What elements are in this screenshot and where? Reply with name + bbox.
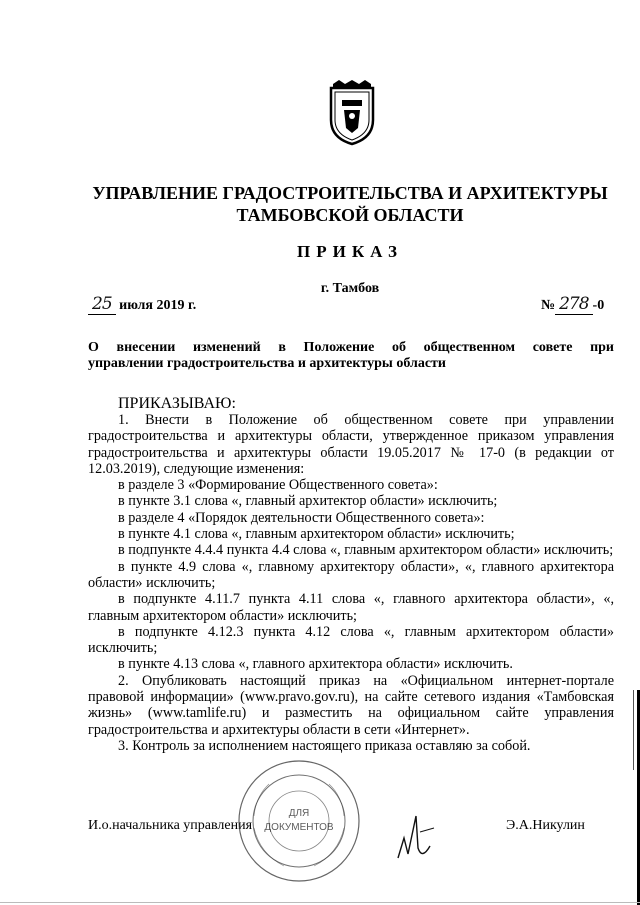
paragraph-7: в пункте 4.9 слова «, главному архитектору области», «, главного архитектора области» исключить;	[88, 558, 614, 591]
paragraph-8: в подпункте 4.11.7 пункта 4.11 слова «, главного архитектора области», «, главным архитектором области» исключить;	[88, 591, 614, 624]
paragraph-12: 3. Контроль за исполнением настоящего приказа оставляю за собой.	[118, 737, 531, 754]
scan-bottom-edge	[0, 902, 640, 903]
scan-edge-mark-secondary	[633, 690, 634, 770]
order-month-year: июля 2019 г.	[119, 298, 197, 313]
order-keyword: ПРИКАЗЫВАЮ:	[118, 395, 236, 412]
stamp-text-line1: ДЛЯ	[288, 808, 310, 819]
document-type-title: ПРИКАЗ	[297, 242, 403, 261]
number-sign: №	[541, 298, 556, 313]
signer-name: Э.А.Никулин	[506, 818, 585, 833]
order-number	[541, 294, 604, 315]
paragraph-1: 1. Внести в Положение об общественном совете при управлении градостроительства и архитектуры области, утвержденное приказом управления градостроительства и архитектуры области 19.05.2017 № 17-0 (в редакции от 12.03.2019), следующие изменения:	[88, 412, 614, 477]
signer-position: И.о.начальника управления	[88, 818, 253, 833]
paragraph-5: в пункте 4.1 слова «, главным архитектором области» исключить;	[118, 526, 515, 543]
number-suffix: -0	[592, 298, 605, 313]
subject-line1: О внесении изменений в Положение об общественном совете при	[88, 340, 614, 355]
coat-of-arms-icon	[325, 80, 379, 146]
subject-line2: управлении градостроительства и архитектуры области	[88, 356, 446, 371]
paragraph-4: в разделе 4 «Порядок деятельности Общественного совета»:	[118, 509, 485, 526]
order-number-handwritten: 278	[555, 294, 592, 315]
paragraph-9: в подпункте 4.12.3 пункта 4.12 слова «, главным архитектором области» исключить;	[88, 623, 614, 657]
paragraph-2: в разделе 3 «Формирование Общественного совета»:	[118, 477, 438, 494]
order-date	[88, 294, 196, 315]
handwritten-signature	[390, 808, 440, 868]
paragraph-11: 2. Опубликовать настоящий приказ на «Официальном интернет-портале правовой информации» (www.pravo.gov.ru), на сайте сетевого издания «Тамбовская жизнь» (www.tamlife.ru) и разместить на официальном сайте управления градостроительства и архитектуры области в сети «Интернет».	[88, 672, 614, 738]
official-stamp	[234, 756, 364, 886]
paragraph-10: в пункте 4.13 слова «, главного архитектора области» исключить.	[118, 656, 513, 673]
org-name-line1: УПРАВЛЕНИЕ ГРАДОСТРОИТЕЛЬСТВА И АРХИТЕКТУРЫ	[92, 183, 608, 203]
paragraph-6: в подпункте 4.4.4 пункта 4.4 слова «, главным архитектором области» исключить;	[118, 542, 614, 559]
stamp-text-line2: ДОКУМЕНТОВ	[264, 822, 334, 833]
order-day-handwritten: 25	[88, 294, 116, 315]
city-label: г. Тамбов	[320, 281, 380, 296]
paragraph-3: в пункте 3.1 слова «, главный архитектор области» исключить;	[118, 493, 498, 510]
org-name-line2: ТАМБОВСКОЙ ОБЛАСТИ	[236, 205, 464, 225]
order-body	[88, 412, 614, 754]
